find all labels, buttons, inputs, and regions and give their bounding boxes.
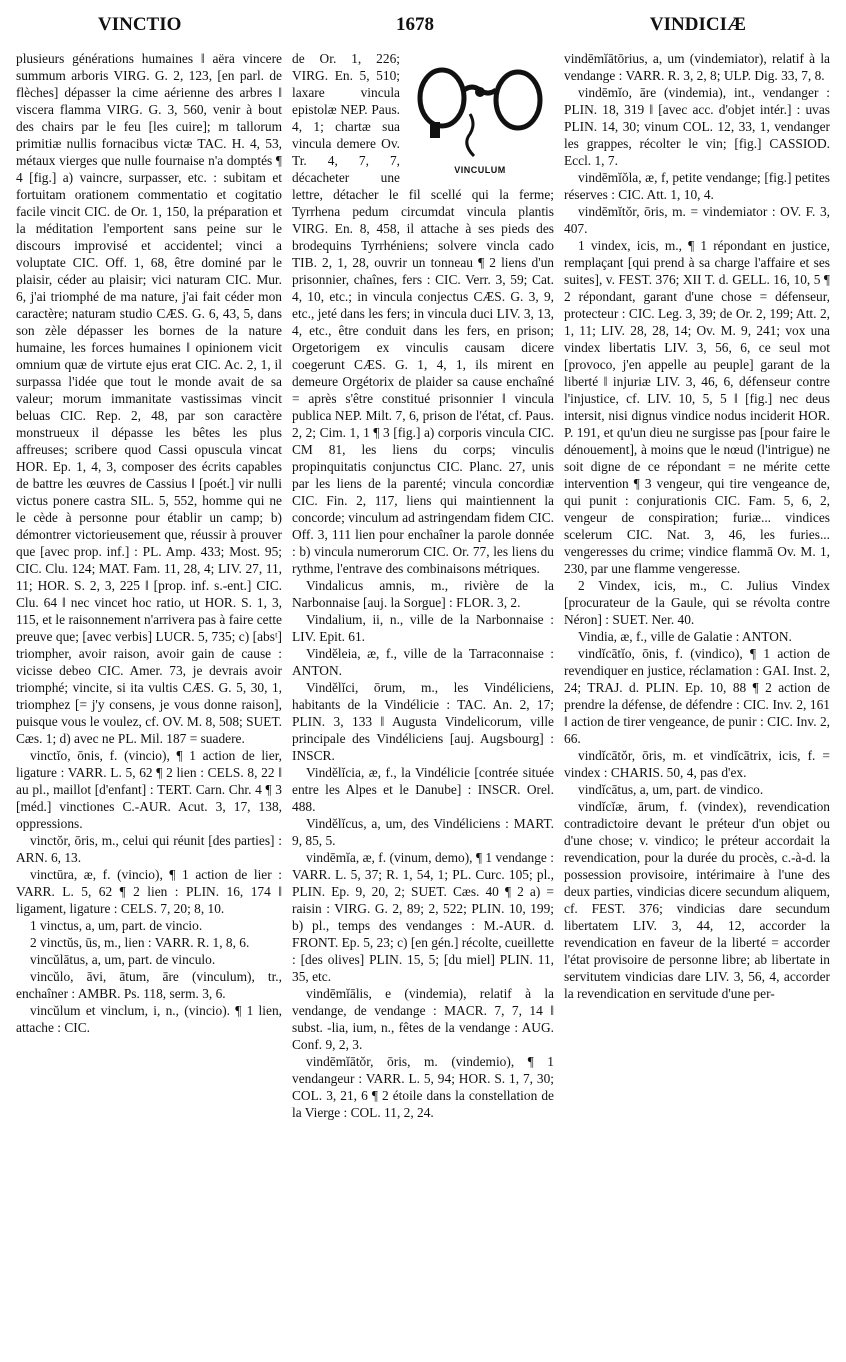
- dictionary-entry: vindēmĭālis, e (vindemia), relatif à la vendange, de vendange : MACR. 7, 7, 14 ‖ subst. -lia, ium, n., fêtes de la vendange : AUG. Conf. 9, 2, 3.: [292, 986, 554, 1052]
- dictionary-entry: vincŭlum et vinclum, i, n., (vincio). ¶ 1 lien, attache : CIC.: [16, 1003, 282, 1035]
- dictionary-entry: vincŭlo, āvi, ātum, āre (vinculum), tr., enchaîner : AMBR. Ps. 118, serm. 3, 6.: [16, 969, 282, 1001]
- column-1: [16, 50, 282, 1352]
- dictionary-entry: 2 vinctŭs, ūs, m., lien : VARR. R. 1, 8, 6.: [30, 935, 250, 950]
- dictionary-entry: vindēmĭŏla, æ, f, petite vendange; [fig.] petites réserves : CIC. Att. 1, 10, 4.: [564, 170, 830, 202]
- column-2: [292, 50, 554, 1352]
- dictionary-entry: vindēmĭa, æ, f. (vinum, demo), ¶ 1 vendange : VARR. L. 5, 37; R. 1, 54, 1; PL. Curc. 105; pl., PLIN. Ep. 9, 20, 2; SUET. Cæs. 40 ¶ 2 a) = raisin : VIRG. G. 2, 89; 2, 522; PLIN. 10, 199; b) pl., temps des vendanges : M.-AUR. d. FRONT. Ep. 5, 23; c) [en gén.] récolte, cueillette : [des olives] PLIN. 15, 5; [du miel] PLIN. 11, 35, etc.: [292, 850, 554, 984]
- dictionary-entry: Vindia, æ, f., ville de Galatie : ANTON.: [578, 629, 792, 644]
- dictionary-entry: Vindĕlĭcus, a, um, des Vindéliciens : MART. 9, 85, 5.: [292, 816, 554, 848]
- figure-caption: VINCULUM: [454, 165, 506, 175]
- page-number: 1678: [396, 14, 434, 35]
- column-3: [564, 50, 830, 1352]
- dictionary-entry: Vindalium, ii, n., ville de la Narbonnaise : LIV. Epit. 61.: [292, 612, 554, 644]
- dictionary-entry: vindĭcātŏr, ōris, m. et vindĭcātrix, icis, f. = vindex : CHARIS. 50, 4, pas d'ex.: [564, 748, 830, 780]
- header-left-guide-word: VINCTIO: [98, 14, 182, 35]
- dictionary-entry: vindēmĭātŏr, ōris, m. (vindemio), ¶ 1 vendangeur : VARR. L. 5, 94; HOR. S. 1, 7, 30; COL. 3, 21, 6 ¶ 2 étoile dans la constellation de la Vierge : COL. 11, 2, 24.: [292, 1054, 554, 1120]
- dictionary-entry: 2 Vindex, icis, m., C. Julius Vindex [procurateur de la Gaule, qui se révolta contre Néron] : SUET. Ner. 40.: [564, 578, 830, 627]
- dictionary-entry: Vindalicus amnis, m., rivière de la Narbonnaise [auj. la Sorgue] : FLOR. 3, 2.: [292, 578, 554, 610]
- dictionary-entry: 1 vindex, icis, m., ¶ 1 répondant en justice, remplaçant [qui prend à sa charge l'affaire et ses suites], v. FEST. 376; XII T. d. GELL. 16, 10, 5 ¶ 2 répondant, garant d'une chose = défenseur, protecteur : CIC. Leg. 3, 39; de Or. 2, 199; Att. 2, 1, 11; LIV. 28, 28, 14; Ov. M. 9, 241; vox una vindex libertatis LIV. 3, 56, 6, ce seul mot [provoco, j'en appelle au peuple] garant de la liberté ‖ injuriæ LIV. 3, 46, 6, défenseur contre l'injustice, cf. LIV. 10, 5, 5 ‖ [fig.] nec deus intersit, nisi dignus vindice nodus inciderit HOR. P. 191, et qu'un dieu ne surgisse pas [pour faire le dénouement], à moins que le nœud (l'intrigue) ne soit digne de ce répondant = ne mérite cette intervention ¶ 3 vengeur, qui tire vengeance de, qui punit : conjurationis CIC. Fam. 5, 6, 2, vengeur de conspiration; furiæ... vindices scelerum CIC. Nat. 3, 46, les furies... vengeresses du crime; vindice flammā Ov. M. 1, 230, par une flamme vengeresse.: [564, 238, 830, 576]
- dictionary-entry: Vindĕlĭci, ōrum, m., les Vindéliciens, habitants de la Vindélicie : TAC. An. 2, 17; PLIN. 3, 133 ‖ Augusta Vindelicorum, ville principale des Vindéliciens [auj. Augsbourg] : INSCR.: [292, 680, 554, 763]
- dictionary-entry: vindĭcātus, a, um, part. de vindico.: [578, 782, 764, 797]
- dictionary-entry: vindēmĭātōrius, a, um (vindemiator), relatif à la vendange : VARR. R. 3, 2, 8; ULP. Dig. 33, 7, 8.: [564, 51, 830, 83]
- dictionary-entry: Vindĕleia, æ, f., ville de la Tarraconnaise : ANTON.: [292, 646, 554, 678]
- dictionary-entry: vincŭlātus, a, um, part. de vinculo.: [30, 952, 216, 967]
- dictionary-entry: vinctŏr, ōris, m., celui qui réunit [des parties] : ARN. 6, 13.: [16, 833, 282, 865]
- dictionary-entry: vinctĭo, ōnis, f. (vincio), ¶ 1 action de lier, ligature : VARR. L. 5, 62 ¶ 2 lien : CELS. 8, 22 ‖ au pl., maillot [d'enfant] : TERT. Carn. Chr. 4 ¶ 3 [méd.] vinctiones C.-AUR. Acut. 3, 17, 138, oppressions.: [16, 748, 282, 831]
- running-header: [18, 14, 828, 44]
- entry-continuation: de Or. 1, 226; VIRG. En. 5, 510; laxare vincula epistolæ NEP. Paus. 4, 1; chartæ sua vincula demere Ov. Tr. 4, 7, 7, décacheter une lettre, détacher le fil scellé qui la ferme; Tyrrhena pedum circumdat vincula plantis VIRG. En. 8, 458, il attache à ses pieds des brodequins Tyrrhéniens; solvere vincla cado TIB. 2, 1, 28, ouvrir un tonneau ¶ 2 liens d'un prisonnier, chaînes, fers : CIC. Verr. 3, 59; Cat. 4, 10, etc.; in vincula conjectus CÆS. G. 3, 9, etc., jeté dans les fers; in vincula duci LIV. 3, 13, 4, etc., être conduit dans les fers, en prison; Orgetorigem ex vinculis causam dicere coegerunt CÆS. G. 1, 4, 1, ils mirent en demeure Orgétorix de plaider sa cause enchaîné = après s'être constitué prisonnier ‖ vincula publica NEP. Milt. 7, 6, prison de l'état, cf. Paus. 2, 2; Cim. 1, 1 ¶ 3 [fig.] a) corporis vincula CIC. CM 81, les liens du corps; vinculis propinquitatis conjunctus CIC. Planc. 27, unis par les liens de la parenté; vincula concordiæ CIC. Fin. 2, 117, liens qui maintiennent la concorde; vinculum ad astringendam fidem CIC. Off. 3, 111 lien pour enchaîner la parole donnée : b) vincula numerorum CIC. Or. 77, les liens du rythme, l'entrave des combinaisons métriques.: [292, 51, 554, 576]
- dictionary-entry: 1 vinctus, a, um, part. de vincio.: [30, 918, 203, 933]
- entry-continuation: plusieurs générations humaines ‖ aëra vincere summum arboris VIRG. G. 2, 123, [en parl. de flèches] dépasser la cime aérienne des arbres ‖ viscera flamma VIRG. G. 3, 560, venir à bout des chairs par le feu [les cuire]; m tallorum primitiæ nullis fornacibus victæ TAC. H. 4, 53, métaux vierges que nulle fournaise n'a domptés ¶ 4 [fig.] a) vaincre, surpasser, etc. : subitam et fortuitam orationem commentatio et cogitatio facile vincit CIC. de Or. 1, 150, la préparation et la méditation l'emportent sans peine sur le discours improvisé et accidentel; vinci a voluptate CIC. Off. 1, 68, être dominé par le plaisir, céder au plaisir; vici naturam CIC. Mur. 6, j'ai triomphé de ma nature, j'ai fait céder mon caractère; naturam studio CÆS. G. 6, 43, 5, dans son zèle dépasser les bornes de la nature humaine, les forces humaines ‖ opinionem vicit omnium quæ de virtute ejus erat CIC. Ac. 2, 1, il surpassa l'idée que tout le monde avait de sa valeur; morum immanitate vastissimas vincit beluas CIC. Rep. 2, 48, par son caractère monstrueux il dépasse les bêtes les plus affreuses; scribere quod Cassi opuscula vincat HOR. Ep. 1, 4, 3, composer des écrits capables de battre les œuvres de Cassius ‖ [poét.] vir nulli victus ponere castra SIL. 5, 552, homme qui ne le cède à personne pour établir un camp; b) démontrer victorieusement que, réussir à prouver que [avec prop. inf.] : PL. Amp. 433; Most. 95; CIC. Clu. 124; MAT. Fam. 11, 28, 4; LIV. 27, 11, 11; HOR. S. 2, 3, 225 ‖ [prop. inf. s.-ent.] CIC. Clu. 64 ‖ nec vincet hoc ratio, ut HOR. S. 1, 3, 115, et le raisonnement n'arrivera pas à faire cette preuve que; [avec verbis] LUCR. 5, 735; c) [absᵗ] triompher, avoir raison, avoir gain de cause : vicisse debeo CIC. Amer. 73, je devrais avoir triomphé; vincite, si ita vultis CÆS. G. 5, 30, 1, triomphez [= j'y consens, je vous donne raison], puisque vous le voulez, cf. OV. M. 8, 508; SUET. Cæs. 1; d) avec ne PL. Mil. 187 = suadere.: [16, 51, 282, 746]
- dictionary-entry: Vindĕlĭcia, æ, f., la Vindélicie [contrée située entre les Alpes et le Danube] : INSCR. Orel. 488.: [292, 765, 554, 814]
- header-right-guide-word: VINDICIÆ: [649, 14, 746, 35]
- vinculum-figure: [406, 54, 554, 182]
- dictionary-entry: vindēmĭtŏr, ōris, m. = vindemiator : OV. F. 3, 407.: [564, 204, 830, 236]
- dictionary-entry: vindēmĭo, āre (vindemia), int., vendanger : PLIN. 18, 319 ‖ [avec acc. d'objet intér.] : uvas PLIN. 14, 30; vinum COL. 12, 33, 1, vendanger les grappes, récolter le vin; [fig.] CASSIOD. Eccl. 1, 7.: [564, 85, 830, 168]
- dictionary-entry: vinctūra, æ, f. (vincio), ¶ 1 action de lier : VARR. L. 5, 62 ¶ 2 lien : PLIN. 16, 174 ‖ ligament, ligature : CELS. 7, 20; 8, 10.: [16, 867, 282, 916]
- dictionary-entry: vindĭcātĭo, ōnis, f. (vindico), ¶ 1 action de revendiquer en justice, réclamation : GAI. Inst. 2, 24; TRAJ. d. PLIN. Ep. 10, 88 ¶ 2 action de prendre la défense, de défendre : CIC. Inv. 2, 161 ‖ action de tirer vengeance, de punir : CIC. Inv. 2, 66.: [564, 646, 830, 746]
- dictionary-entry: vindĭcĭæ, ārum, f. (vindex), revendication contradictoire devant le préteur d'un objet ou d'une chose; v. vindico; le préteur accordait la revendication, pour la durée du procès, c.-à-d. la possession provisoire, intérimaire à l'une des deux parties, vindicias dicere secundum aliquem, cf. FEST. 376; vindicias dare secundum libertatem LIV. 3, 44, 12, accorder la revendication en faveur de la liberté = accorder l'état provisoire de personne libre; ab libertate in servitutem vindicias dare LIV. 3, 56, 4, accorder la revendication en servitude d'une per-: [564, 799, 830, 1001]
- shackles-icon: [410, 54, 550, 162]
